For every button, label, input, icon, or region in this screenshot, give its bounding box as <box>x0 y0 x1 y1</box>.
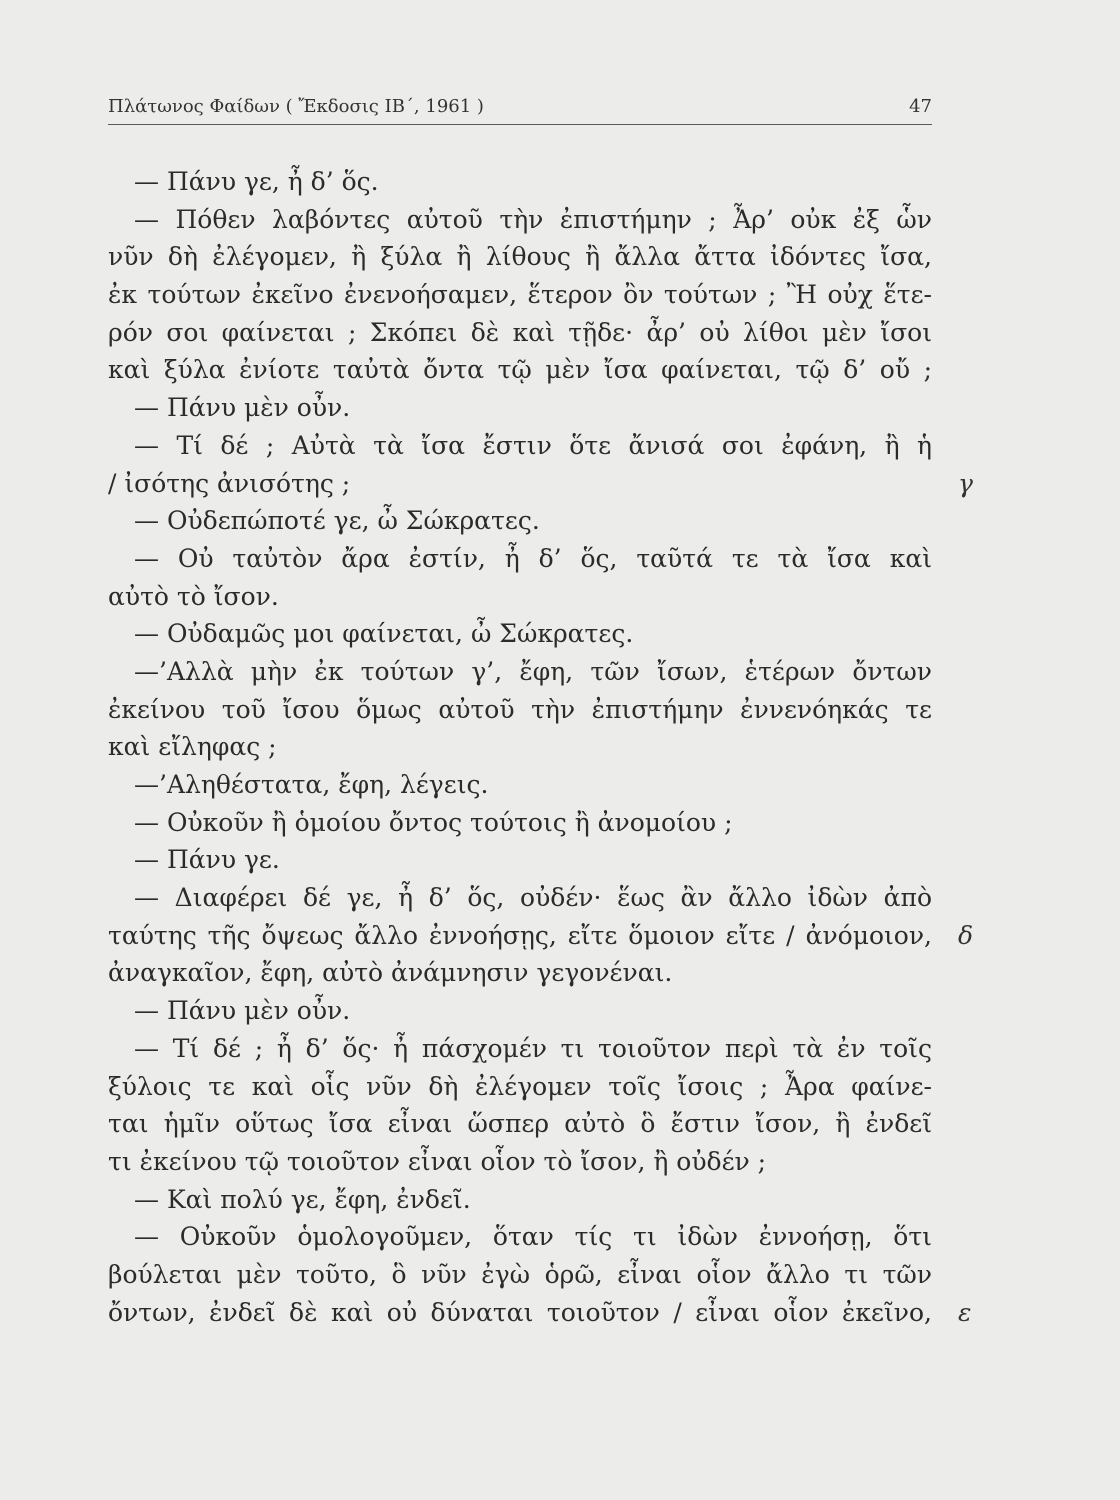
text-line: — Διαφέρει δέ γε, ἦ δ’ ὅς, οὐδέν· ἕως ἂν ἄλλο ἰδὼν ἀπὸ <box>134 883 932 913</box>
text-line: / ἰσότης ἀνισότης ; γ <box>108 465 932 503</box>
text-line: — Οὐκοῦν ἢ ὁμοίου ὄντος τούτοις ἢ ἀνομοίου ; <box>134 807 733 837</box>
text-line: — Πάνυ γε, ἦ δ’ ὅς. <box>134 167 379 196</box>
stephanus-margin-mark: δ <box>958 920 974 950</box>
running-header <box>108 92 932 125</box>
text-line: — Οὐ ταὐτὸν ἄρα ἐστίν, ἦ δ’ ὅς, ταῦτά τε τὰ ἴσα καὶ <box>134 543 932 573</box>
header-title: Πλάτωνος Φαίδων ( Ἔκδοσις ΙΒ΄, 1961 ) <box>108 96 484 117</box>
text-line: — Πάνυ μὲν οὖν. <box>134 996 351 1026</box>
stephanus-margin-mark: ε <box>958 1297 972 1327</box>
text-line: ἐκείνου τοῦ ἴσου ὅμως αὐτοῦ τὴν ἐπιστήμην ἐννενόηκάς τε <box>108 694 932 724</box>
text-line: καὶ εἴληφας ; <box>108 732 277 762</box>
text-line: —’Αληθέστατα, ἔφη, λέγεις. <box>134 770 489 799</box>
text-line: — Τί δέ ; ἦ δ’ ὅς· ἦ πάσχομέν τι τοιοῦτον περὶ τὰ ἐν τοῖς <box>134 1033 932 1063</box>
text-line: ταύτης τῆς ὄψεως ἄλλο ἐννοήσῃς, εἴτε ὅμοιον εἴτε / ἀνόμοιον, δ <box>108 917 932 955</box>
text-line: ται ἡμῖν οὕτως ἴσα εἶναι ὥσπερ αὐτὸ ὃ ἔστιν ἴσον, ἢ ἐνδεῖ <box>108 1109 932 1139</box>
stephanus-margin-mark: γ <box>958 468 973 498</box>
text-line: καὶ ξύλα ἐνίοτε ταὐτὰ ὄντα τῷ μὲν ἴσα φαίνεται, τῷ δ’ οὔ ; <box>108 355 932 385</box>
page-number: 47 <box>909 96 932 117</box>
text-line: ξύλοις τε καὶ οἷς νῦν δὴ ἐλέγομεν τοῖς ἴσοις ; Ἆρα φαίνε- <box>108 1071 932 1101</box>
text-line: — Οὐδεπώποτέ γε, ὦ Σώκρατες. <box>134 506 540 536</box>
text-line: ἐκ τούτων ἐκεῖνο ἐνενοήσαμεν, ἕτερον ὂν τούτων ; Ἢ οὐχ ἕτε- <box>108 280 932 310</box>
text-line: αὐτὸ τὸ ἴσον. <box>108 581 279 611</box>
text-line: τι ἐκείνου τῷ τοιοῦτον εἶναι οἷον τὸ ἴσον, ἢ οὐδέν ; <box>108 1146 767 1176</box>
text-line: νῦν δὴ ἐλέγομεν, ἢ ξύλα ἢ λίθους ἢ ἄλλα ἄττα ἰδόντες ἴσα, <box>108 242 932 272</box>
text-line: — Τί δέ ; Αὐτὰ τὰ ἴσα ἔστιν ὅτε ἄνισά σοι ἐφάνη, ἢ ἡ <box>134 430 932 460</box>
text-line: —’Αλλὰ μὴν ἐκ τούτων γ’, ἔφη, τῶν ἴσων, ἑτέρων ὄντων <box>134 656 932 686</box>
text-line: ρόν σοι φαίνεται ; Σκόπει δὲ καὶ τῇδε· ἆρ’ οὐ λίθοι μὲν ἴσοι <box>108 317 932 347</box>
text-line: — Πόθεν λαβόντες αὐτοῦ τὴν ἐπιστήμην ; Ἆρ’ οὐκ ἐξ ὧν <box>134 204 932 234</box>
text-line: ἀναγκαῖον, ἔφη, αὐτὸ ἀνάμνησιν γεγονέναι. <box>108 958 673 988</box>
text-line: — Οὐκοῦν ὁμολογοῦμεν, ὅταν τίς τι ἰδὼν ἐννοήσῃ, ὅτι <box>134 1222 932 1252</box>
text-line: — Πάνυ γε. <box>134 845 280 875</box>
text-line: ὄντων, ἐνδεῖ δὲ καὶ οὐ δύναται τοιοῦτον / εἶναι οἷον ἐκεῖνο, ε <box>108 1294 932 1332</box>
text-line: — Καὶ πολύ γε, ἔφη, ἐνδεῖ. <box>134 1184 471 1214</box>
text-line: — Οὐδαμῶς μοι φαίνεται, ὦ Σώκρατες. <box>134 619 634 649</box>
text-line: — Πάνυ μὲν οὖν. <box>134 393 351 423</box>
text-line: βούλεται μὲν τοῦτο, ὃ νῦν ἐγὼ ὁρῶ, εἶναι οἷον ἄλλο τι τῶν <box>108 1259 932 1289</box>
text-body <box>108 163 974 1331</box>
